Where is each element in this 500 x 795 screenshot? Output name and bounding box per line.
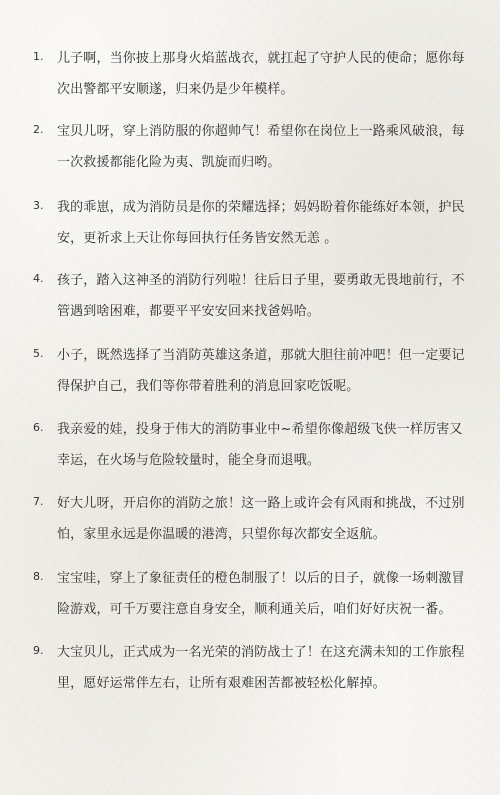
item-text: 大宝贝儿，正式成为一名光荣的消防战士了！在这充满未知的工作旅程里，愿好运常伴左右，让所有艰难困苦都被轻松化解掉。: [57, 645, 465, 691]
item-text: 我的乖崽，成为消防员是你的荣耀选择；妈妈盼着你能练好本领，护民安，更祈求上天让你每回执行任务皆安然无恙 。: [57, 200, 465, 246]
item-number: 7.: [33, 495, 44, 508]
item-text: 宝宝哇，穿上了象征责任的橙色制服了！以后的日子，就像一场刺激冒险游戏，可千万要注意自身安全，顺利通关后，咱们好好庆祝一番。: [57, 571, 465, 617]
item-text: 宝贝儿呀，穿上消防服的你超帅气！希望你在岗位上一路乘风破浪，每一次救援都能化险为夷、凯旋而归哟。: [57, 124, 465, 170]
item-text: 儿子啊，当你披上那身火焰蓝战衣，就扛起了守护人民的使命；愿你每次出警都平安顺遂，归来仍是少年模样。: [57, 51, 465, 97]
item-text: 好大儿呀，开启你的消防之旅！这一路上或许会有风雨和挑战，不过别怕，家里永远是你温暖的港湾，只望你每次都安全返航。: [57, 496, 465, 542]
item-number: 2.: [33, 123, 44, 136]
item-number: 9.: [33, 644, 44, 657]
item-text: 小子，既然选择了当消防英雄这条道，那就大胆往前冲吧！但一定要记得保护自己，我们等你带着胜利的消息回家吃饭呢。: [57, 348, 465, 394]
item-number: 8.: [33, 570, 44, 583]
item-number: 5.: [33, 347, 44, 360]
item-number: 6.: [33, 421, 44, 434]
item-number: 3.: [33, 199, 44, 212]
item-text: 孩子，踏入这神圣的消防行列啦！往后日子里，要勇敢无畏地前行，不管遇到啥困难，都要平平安安回来找爸妈哈。: [57, 273, 465, 319]
item-number: 1.: [33, 50, 44, 63]
item-text: 我亲爱的娃，投身于伟大的消防事业中~希望你像超级飞侠一样厉害又幸运，在火场与危险较量时，能全身而退哦。: [57, 422, 463, 468]
item-number: 4.: [33, 272, 44, 285]
